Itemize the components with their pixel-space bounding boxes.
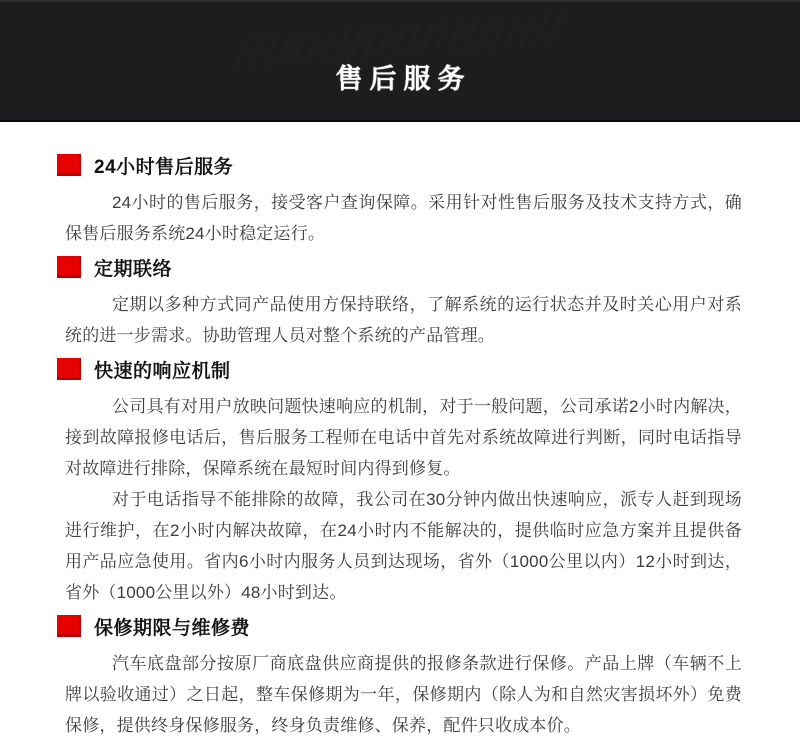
- section-paragraph: 对于电话指导不能排除的故障，我公司在30分钟内做出快速响应，派专人赶到现场进行维护，在2小时内解决故障，在24小时内不能解决的，提供临时应急方案并且提供备用产品应急使用。省内6小时内服务人员到达现场，省外（1000公里以内）12小时到达，省外（1000公里以外）48小时到达。: [65, 490, 742, 602]
- section-paragraph: 24小时的售后服务，接受客户查询保障。采用针对性售后服务及技术支持方式，确保售后服务系统24小时稳定运行。: [65, 193, 742, 243]
- red-square-bullet-icon: [57, 154, 81, 176]
- red-square-bullet-icon: [57, 358, 81, 380]
- section-24h-service: [57, 153, 742, 249]
- section-heading-row: [57, 357, 742, 381]
- section-regular-contact: [57, 255, 742, 351]
- section-heading: 24小时售后服务: [94, 156, 234, 178]
- section-heading-row: [57, 153, 742, 177]
- section-warranty: [57, 614, 742, 741]
- page-title: 售后服务: [335, 64, 472, 94]
- red-square-bullet-icon: [57, 615, 81, 637]
- section-paragraph: 定期以多种方式同产品使用方保持联络，了解系统的运行状态并及时关心用户对系统的进一步需求。协助管理人员对整个系统的产品管理。: [65, 295, 742, 345]
- content-area: [0, 122, 800, 741]
- section-rapid-response: [57, 357, 742, 608]
- red-square-bullet-icon: [57, 256, 81, 278]
- section-heading: 保修期限与维修费: [94, 617, 251, 639]
- section-heading-row: [57, 614, 742, 638]
- header-banner: [0, 0, 800, 122]
- section-heading-row: [57, 255, 742, 279]
- section-paragraph: 公司具有对用户放映问题快速响应的机制，对于一般问题，公司承诺2小时内解决，接到故障报修电话后，售后服务工程师在电话中首先对系统故障进行判断，同时电话指导对故障进行排除，保障系统在最短时间内得到修复。: [65, 397, 742, 478]
- section-heading: 定期联络: [94, 258, 173, 280]
- section-heading: 快速的响应机制: [94, 360, 231, 382]
- section-paragraph: 汽车底盘部分按原厂商底盘供应商提供的报修条款进行保修。产品上牌（车辆不上牌以验收通过）之日起，整车保修期为一年，保修期内（除人为和自然灾害损坏外）免费保修，提供终身保修服务，终身负责维修、保养，配件只收成本价。: [65, 654, 742, 735]
